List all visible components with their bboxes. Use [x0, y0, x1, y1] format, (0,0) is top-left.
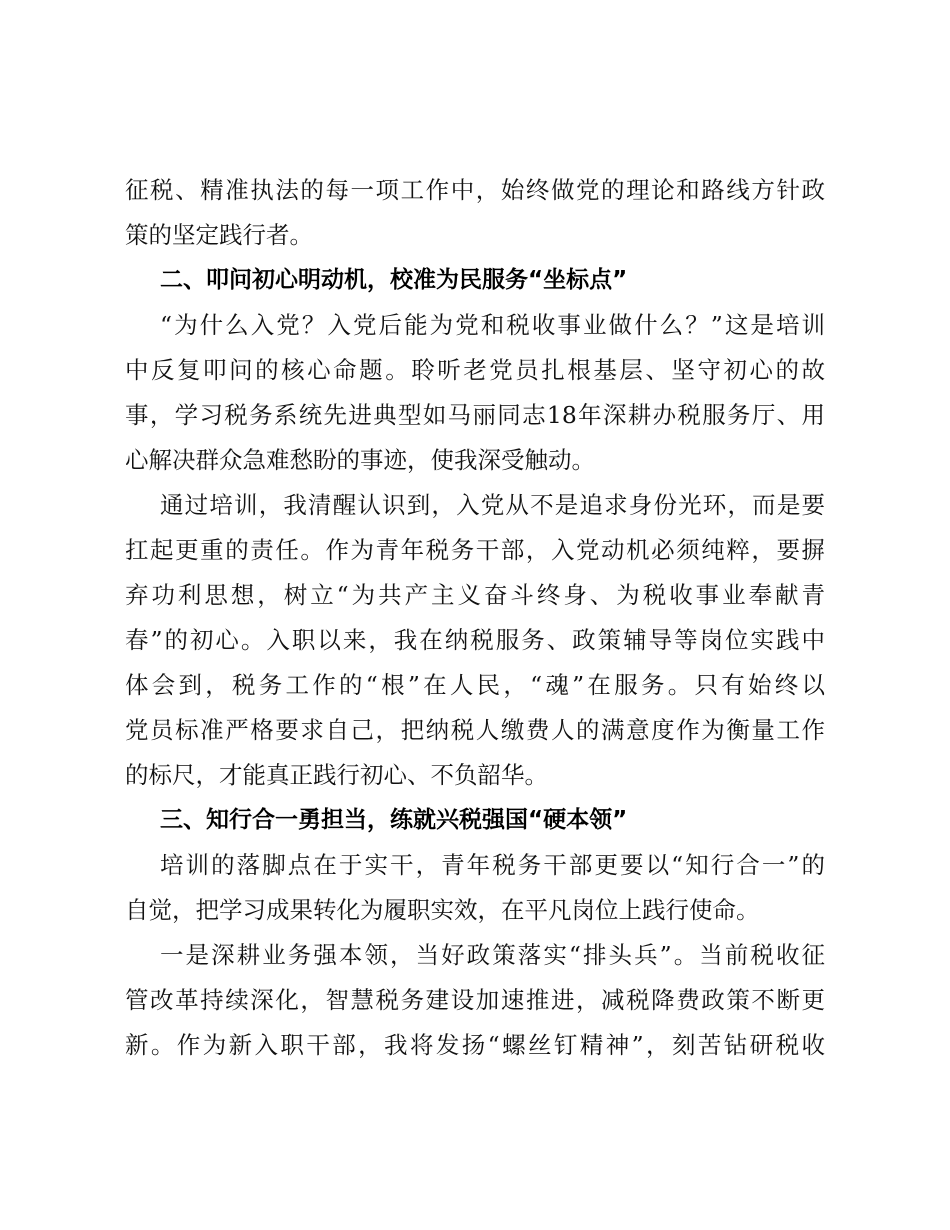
paragraph-first-line: “为什么入党？入党后能为党和税收事业做什么？”这是培训: [160, 311, 825, 339]
body-text-line: 自觉，把学习成果转化为履职实效，在平凡岗位上践行使命。: [125, 896, 760, 924]
paragraph-first-line: 培训的落脚点在于实干，青年税务干部更要以“知行合一”的: [160, 851, 825, 879]
body-text-line: 事，学习税务系统先进典型如马丽同志18年深耕办税服务厅、用: [125, 401, 825, 429]
body-text-line: 党员标准严格要求自己，把纳税人缴费人的满意度作为衡量工作: [125, 716, 825, 744]
body-text-line: 扛起更重的责任。作为青年税务干部，入党动机必须纯粹，要摒: [125, 536, 825, 564]
body-text-line: 征税、精准执法的每一项工作中，始终做党的理论和路线方针政: [125, 176, 825, 204]
section-heading-2: 二、叩问初心明动机，校准为民服务“坐标点”: [160, 267, 628, 293]
paragraph-first-line: 一是深耕业务强本领，当好政策落实“排头兵”。当前税收征: [160, 941, 825, 969]
body-text-line: 管改革持续深化，智慧税务建设加速推进，减税降费政策不断更: [125, 986, 825, 1014]
paragraph-first-line: 通过培训，我清醒认识到，入党从不是追求身份光环，而是要: [160, 491, 825, 519]
body-text-line: 的标尺，才能真正践行初心、不负韶华。: [125, 761, 548, 789]
body-text-line: 新。作为新入职干部，我将发扬“螺丝钉精神”，刻苦钻研税收: [125, 1031, 825, 1059]
body-text-line: 中反复叩问的核心命题。聆听老党员扎根基层、坚守初心的故: [125, 356, 825, 384]
body-text-line: 体会到，税务工作的“根”在人民，“魂”在服务。只有始终以: [125, 671, 825, 699]
body-text-line: 弃功利思想，树立“为共产主义奋斗终身、为税收事业奉献青: [125, 581, 825, 609]
body-text-line: 春”的初心。入职以来，我在纳税服务、政策辅导等岗位实践中: [125, 626, 825, 654]
body-text-line: 心解决群众急难愁盼的事迹，使我深受触动。: [125, 446, 595, 474]
section-heading-3: 三、知行合一勇担当，练就兴税强国“硬本领”: [160, 807, 628, 833]
body-text-line: 策的坚定践行者。: [125, 221, 313, 249]
